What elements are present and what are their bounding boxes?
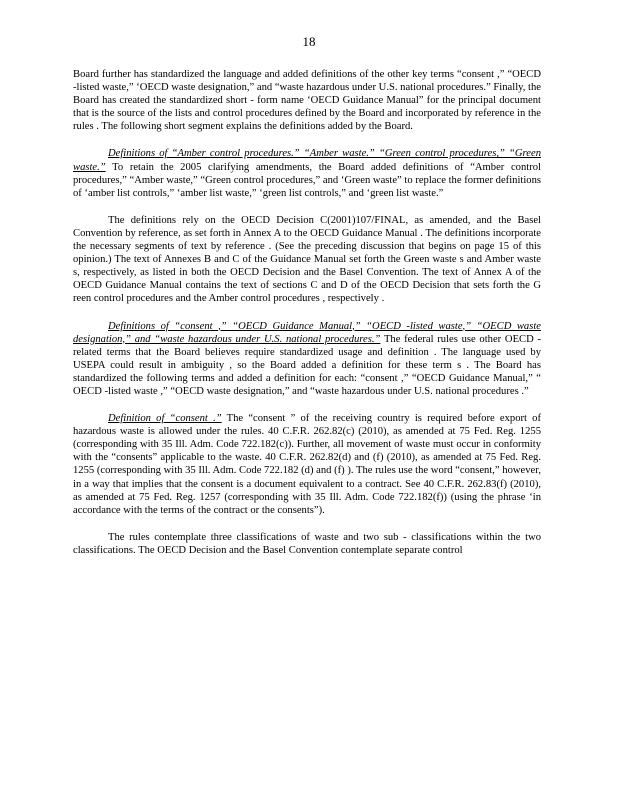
paragraph [73, 531, 541, 557]
definition-heading: Definition of “consent .” [108, 413, 222, 425]
definition-heading: Definitions of “consent ,” “OECD Guidance Manual,” “OECD -listed waste,” “OECD waste designation,” and “waste hazardous under U.S. national procedures.” [73, 320, 541, 345]
definition-paragraph [73, 147, 541, 199]
definition-heading: Definitions of “Amber control procedures.” “Amber waste.” “Green control procedures,” “Green waste.” [73, 148, 541, 173]
paragraph [73, 214, 541, 306]
definition-paragraph [73, 320, 541, 399]
definition-paragraph [73, 412, 541, 517]
paragraph-text: The federal rules use other OECD -related terms that the Board believes require standardized usage and definition . The language used by USEPA could result in ambiguity , so the Board added a definition for these term s . The Board has standardized the following terms and added a definition for each: “consent ,” “OECD Guidance Manual,” “ OECD -listed waste ,” “OECD waste designation,” and “waste hazardous under U.S. national procedures .” [73, 333, 542, 397]
paragraph-text: To retain the 2005 clarifying amendments, the Board added definitions of “Amber control procedures,” “Amber waste,” “Green control procedures,” and ‘Green waste” to replace the former definitions of ‘amber list controls,” ‘amber list waste,” ‘green list controls,” and ‘green list waste.” [73, 161, 541, 199]
paragraph [73, 68, 541, 133]
paragraph-text: The “consent ” of the receiving country is required before export of hazardous waste is allowed under the rules. 40 C.F.R. 262.82(c) (2010), as amended at 75 Fed. Reg. 1255 (corresponding with 35 Ill. Adm. Code 722.182(c)). Further, all movement of waste must occur in conformity with the “consents” applicable to the waste. 40 C.F.R. 262.82(d) and (f) (2010), as amended at 75 Fed. Reg. 1255 (corresponding with 35 Ill. Adm. Code 722.182 (d) and (f) ). The rules use the word “consent,” however, in a way that implies that the consent is a document equivalent to a contract. See 40 C.F.R. 262.83(f) (2010), as amended at 75 Fed. Reg. 1257 (corresponding with 35 Ill. Adm. Code 722.182(f)) (using the phrase ‘in accordance with the terms of the contract or the consents”). [73, 413, 541, 516]
document-body [73, 68, 541, 571]
paragraph-text: Board further has standardized the language and added definitions of the other key terms “consent ,” “OECD -listed waste,” ‘OECD waste designation,” and “waste hazardous under U.S. national procedures.” Finally, the Board has created the standardized short - form name ‘OECD Guidance Manual” for the principal document that is the source of the lists and control procedures defined by the Board and incorporated by reference in the rules . The following short segment explains the definitions added by the Board. [73, 69, 541, 133]
page-number: 18 [302, 34, 316, 49]
paragraph-text: The definitions rely on the OECD Decision C(2001)107/FINAL, as amended, and the Basel Convention by reference, as set forth in Annex A to the OECD Guidance Manual . The definitions incorporate the necessary segments of text by reference . (See the preceding discussion that begins on page 15 of this opinion.) The text of Annexes B and C of the Guidance Manual set forth the Green waste s and Amber waste s, respectively, as listed in both the OECD Decision and the Basel Convention. The text of Annex A of the OECD Guidance Manual contains the text of sections C and D of the OECD Decision that sets forth the G reen control procedures and the Amber control procedures , respectively . [73, 214, 541, 305]
paragraph-text: The rules contemplate three classifications of waste and two sub - classifications within the two classifications. The OECD Decision and the Basel Convention contemplate separate control [73, 531, 541, 556]
